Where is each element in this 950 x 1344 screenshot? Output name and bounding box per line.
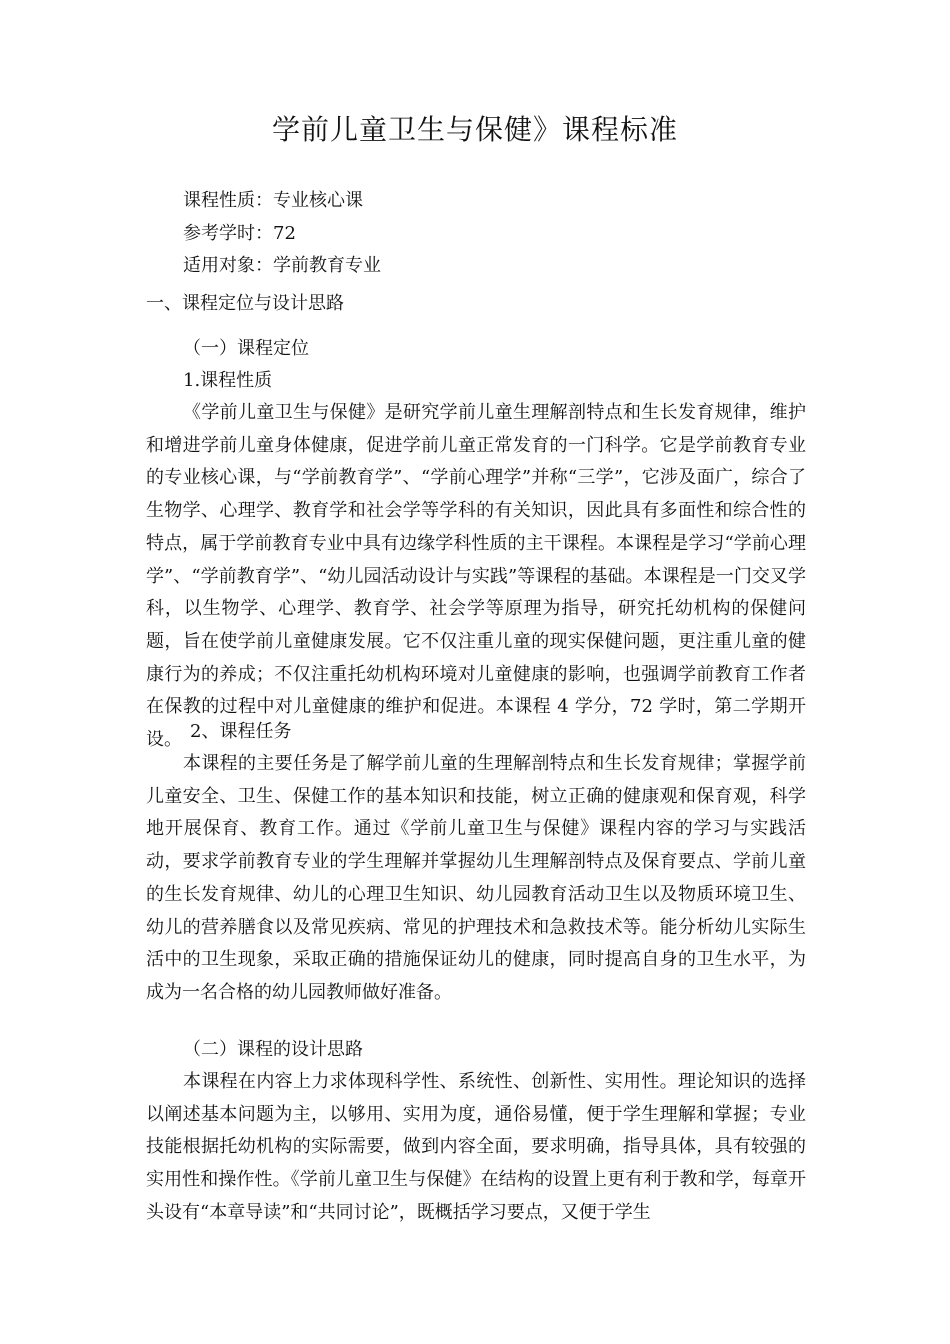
paragraph-design-ideas: 本课程在内容上力求体现科学性、系统性、创新性、实用性。理论知识的选择以阐述基本问题为主，以够用、实用为度，通俗易懂，便于学生理解和掌握；专业技能根据托幼机构的实际需要，做到内容全面，要求明确，指导具体，具有较强的实用性和操作性。《学前儿童卫生与保健》在结构的设置上更有利于教和学，每章开头设有“本章导读”和“共同讨论”，既概括学习要点，又便于学生	[146, 1071, 806, 1223]
paragraph-course-nature: 《学前儿童卫生与保健》是研究学前儿童生理解剖特点和生长发育规律，维护和增进学前儿童身体健康，促进学前儿童正常发育的一门科学。它是学前教育专业的专业核心课，与“学前教育学”、“学前心理学”并称“三学”，它涉及面广，综合了生物学、心理学、教育学和社会学等学科的有关知识，因此具有多面性和综合性的特点，属于学前教育专业中具有边缘学科性质的主干课程。本课程是学习“学前心理学”、“学前教育学”、“幼儿园活动设计与实践”等课程的基础。本课程是一门交叉学科，以生物学、心理学、教育学、社会学等原理为指导，研究托幼机构的保健问题，旨在使学前儿童健康发展。它不仅注重儿童的现实保健问题，更注重儿童的健康行为的养成；不仅注重托幼机构环境对儿童健康的影响，也强调学前教育工作者在保教的过程中对儿童健康的维护和促进。本课程 4 学分，72 学时，第二学期开设。	[146, 402, 806, 751]
course-nature: 课程性质：专业核心课	[183, 190, 363, 211]
subsection-heading-positioning: （一）课程定位	[183, 338, 309, 359]
item-heading-course-tasks: 2、课程任务	[190, 721, 292, 742]
section-heading-positioning-design: 一、课程定位与设计思路	[146, 293, 344, 314]
course-audience: 适用对象：学前教育专业	[183, 255, 381, 276]
subsection-heading-design-ideas: （二）课程的设计思路	[183, 1039, 363, 1060]
paragraph-course-tasks: 本课程的主要任务是了解学前儿童的生理解剖特点和生长发育规律；掌握学前儿童安全、卫生、保健工作的基本知识和技能，树立正确的健康观和保育观，科学地开展保育、教育工作。通过《学前儿童卫生与保健》课程内容的学习与实践活动，要求学前教育专业的学生理解并掌握幼儿生理解剖特点及保育要点、学前儿童的生长发育规律、幼儿的心理卫生知识、幼儿园教育活动卫生以及物质环境卫生、幼儿的营养膳食以及常见疾病、常见的护理技术和急救技术等。能分析幼儿实际生活中的卫生现象，采取正确的措施保证幼儿的健康，同时提高自身的卫生水平，为成为一名合格的幼儿园教师做好准备。	[146, 753, 806, 1003]
course-hours: 参考学时：72	[183, 223, 296, 244]
item-heading-course-nature: 1.课程性质	[183, 370, 273, 391]
document-title: 学前儿童卫生与保健》课程标准	[271, 113, 678, 146]
